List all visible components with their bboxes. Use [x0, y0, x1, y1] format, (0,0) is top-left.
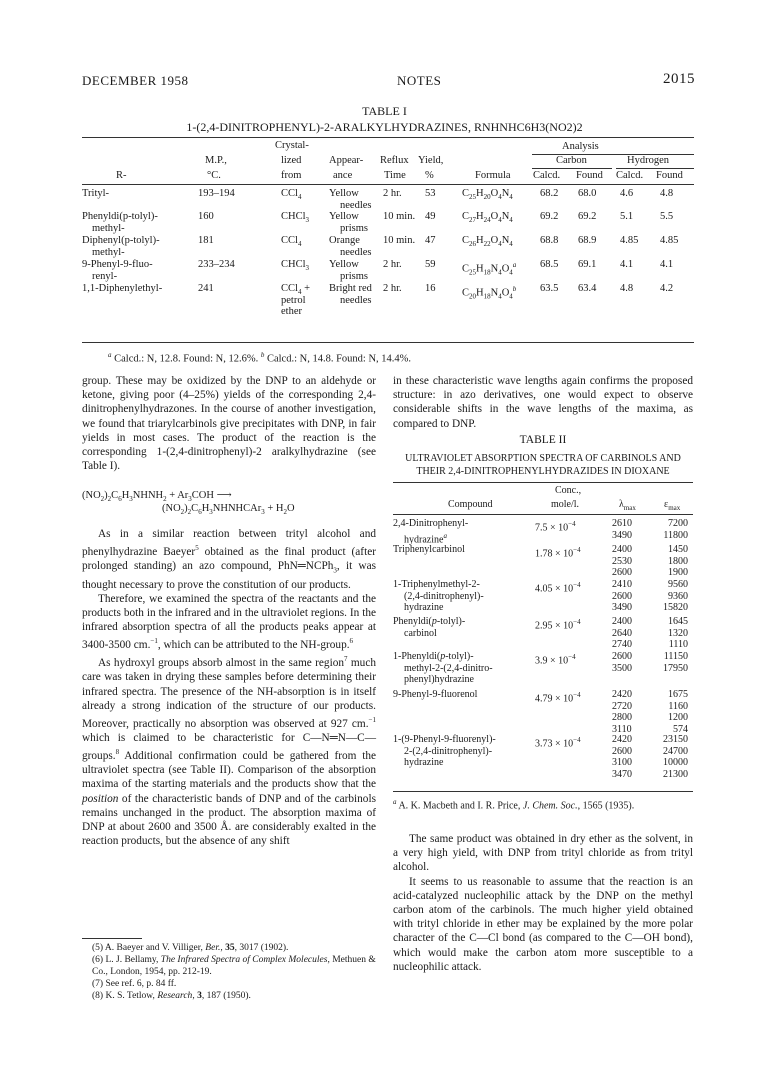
table2-cell-emax: 1645: [668, 616, 688, 627]
table2-cell-compound: carbinol: [404, 627, 437, 639]
table1-cell-mp: 160: [198, 211, 214, 222]
t1-head-mp1: M.P.,: [205, 155, 227, 166]
t1-head-y2: %: [425, 170, 434, 181]
footnote-7: (7) See ref. 6, p. 84 ff.: [92, 979, 177, 989]
table1-cell-formula: $C_{26}H_{22}O_4N_4$: [462, 235, 513, 249]
table1-cell-compound: renyl-: [92, 270, 118, 282]
table2-cell-lmax: 2600: [612, 590, 632, 602]
right-column-body: [393, 832, 693, 974]
table1-cell-mp: 193–194: [198, 188, 235, 199]
equation-line-2: $(NO_2)_2C_6H_3NHNHCAr_3 + H_2O$: [162, 503, 295, 517]
table2-cell-lmax: 2800: [612, 712, 632, 724]
table1-cell-compound: Phenyldi(p-tolyl)-: [82, 211, 158, 222]
table1-cell-compound: Diphenyl(p-tolyl)-: [82, 235, 160, 246]
table2-cell-compound: 1-Triphenylmethyl-2-: [393, 579, 480, 590]
t1-bottom-rule: [82, 342, 694, 343]
t1-head-rt2: Time: [384, 170, 406, 181]
table2-cell-lmax: 2420: [612, 734, 632, 745]
table2-cell-compound: methyl-2-(2,4-dinitro-: [404, 662, 493, 674]
table2-cell-emax: 9360: [668, 590, 688, 602]
table2-footnote: $^a$ A. K. Macbeth and I. R. Price, J. Chem. Soc., 1565 (1935).: [393, 798, 635, 812]
table2-cell-lmax: 3490: [612, 602, 632, 614]
table2-cell-emax: 1160: [668, 700, 688, 712]
equation-line-1: $(NO_2)_2C_6H_3NHNH_2 + Ar_3COH$ ⟶: [82, 490, 232, 504]
right-para-3: It seems to us reasonable to assume that the reaction is an acid-catalyzed nucleophilic attack by the DNP on the methyl carbon atom of the carbinols. The much higher yield obtained with trityl chloride in ether may be explained by the more polar character of the C—Cl bond (as compared to the C—OH bond), which would make the carbon atom more susceptible to a nucleophilic attack.: [393, 875, 693, 973]
table1-cell-yield: 59: [425, 259, 436, 270]
t1-head-rt1: Reflux: [380, 155, 409, 166]
t1-head-ap1: Appear-: [329, 155, 364, 166]
table2-cell-compound: 9-Phenyl-9-fluorenol: [393, 689, 478, 700]
table2-cell-compound: (2,4-dinitrophenyl)-: [404, 590, 484, 602]
table1-cell-h-found: 4.8: [660, 188, 674, 199]
table1-cell-time: 2 hr.: [383, 283, 402, 294]
table1-cell-formula: $C_{25}H_{18}N_4O_4^a$: [462, 261, 517, 277]
table2-cell-compound: 1-(9-Phenyl-9-fluorenyl)-: [393, 734, 496, 745]
table2-title-2: THEIR 2,4-DINITROPHENYLHYDRAZIDES IN DIOXANE: [416, 466, 670, 477]
table2-cell-emax: 1110: [668, 639, 688, 651]
footnote-8: (8) K. S. Tetlow, Research, 3, 187 (1950).: [92, 991, 251, 1001]
table1-cell-appearance: prisms: [340, 222, 369, 234]
table1-cell-c-calcd: 68.2: [540, 188, 559, 199]
table2-cell-emax: 1800: [668, 555, 688, 567]
table1-label: TABLE I: [362, 104, 407, 118]
t2-head-lmax: $\lambda_{max}$: [619, 499, 636, 512]
table2-cell-emax: 574: [673, 723, 688, 735]
t1-head-mp2: °C.: [207, 170, 221, 181]
table2-cell-emax: 21300: [663, 768, 688, 780]
table1-cell-c-found: 69.2: [578, 211, 597, 222]
table1-cell-c-found: 68.0: [578, 188, 597, 199]
table1-cell-yield: 47: [425, 235, 436, 246]
table1-cell-mp: 181: [198, 235, 214, 246]
t1-head-cr1: Crystal-: [275, 140, 309, 151]
table1-cell-h-found: 4.1: [660, 259, 674, 270]
table1-cell-solvent: CCl$_4$: [281, 235, 302, 249]
table2-label: TABLE II: [519, 434, 567, 446]
table2-cell-compound: hydrazine$^a$: [404, 531, 447, 545]
t2-top-rule: [393, 482, 693, 483]
table2-cell-compound: 1-Phenyldi(p-tolyl)-: [393, 651, 474, 662]
table1-cell-formula: $C_{20}H_{18}N_4O_4^b$: [462, 285, 517, 301]
table1-cell-solvent: CCl$_4$ +: [281, 283, 310, 297]
table2-cell-conc: $4.79 \times 10^{-4}$: [535, 691, 581, 705]
table2-cell-emax: 7200: [668, 518, 688, 529]
table1-cell-solvent: CCl$_4$: [281, 188, 302, 202]
left-para-1: group. These may be oxidized by the DNP to an aldehyde or ketone, giving poor (4–25%) yields of the corresponding 2,4-dinitrophenylhydrazones. In the course of another investigation, we found that triarylcarbinols give precipitates with DNP, in fair yields in most cases. The product of the reaction is the corresponding 1-(2,4-dinitrophenyl)-2 aralkylhydrazine (see Table I).: [82, 375, 376, 473]
table2-cell-lmax: 2600: [612, 745, 632, 757]
table1-cell-formula: $C_{27}H_{24}O_4N_4$: [462, 211, 513, 225]
t1-head-rule: [82, 184, 694, 185]
table1-cell-compound: methyl-: [92, 246, 125, 258]
table2-cell-emax: 11150: [663, 651, 688, 662]
table1-cell-time: 10 min.: [383, 211, 416, 222]
t2-head-conc1: Conc.,: [555, 485, 582, 496]
table1-cell-solvent: ether: [281, 306, 302, 317]
table1-cell-h-found: 4.2: [660, 283, 674, 294]
table2-cell-lmax: 3500: [612, 662, 632, 674]
table2-cell-lmax: 2530: [612, 555, 632, 567]
table2-cell-lmax: 2400: [612, 616, 632, 627]
table2-cell-lmax: 2400: [612, 544, 632, 555]
t2-head-conc2: mole/l.: [551, 499, 580, 510]
footnote-6: (6) L. J. Bellamy, The Infrared Spectra of Complex Molecules, Methuen & Co., London, 1954, pp. 212-19.: [92, 955, 376, 977]
table2-cell-emax: 17950: [663, 662, 688, 674]
table1-cell-time: 2 hr.: [383, 188, 402, 199]
table1-cell-appearance: Yellow: [329, 188, 359, 199]
t1-head-y1: Yield,: [418, 155, 444, 166]
table1-cell-compound: Trityl-: [82, 188, 110, 199]
table1-cell-h-found: 4.85: [660, 235, 679, 246]
table1-cell-appearance: Yellow: [329, 259, 359, 270]
table1-cell-mp: 233–234: [198, 259, 235, 270]
table2-cell-compound: phenyl)hydrazine: [404, 674, 474, 686]
t1-carbon-rule: [532, 168, 612, 169]
table2-cell-emax: 1200: [668, 712, 688, 724]
table1-cell-h-calcd: 4.6: [620, 188, 634, 199]
table2-cell-conc: $2.95 \times 10^{-4}$: [535, 618, 581, 632]
table2-cell-compound: 2,4-Dinitrophenyl-: [393, 518, 469, 529]
t1-head-analysis: Analysis: [562, 141, 599, 152]
table2-cell-compound: hydrazine: [404, 602, 444, 614]
table1-footnote: $^a$ Calcd.: N, 12.8. Found: N, 12.6%. $^b$ Calcd.: N, 14.8. Found: N, 14.4%.: [108, 351, 412, 365]
table2-cell-lmax: 3100: [612, 757, 632, 769]
table2-cell-compound: 2-(2,4-dinitrophenyl)-: [404, 745, 493, 757]
table1-cell-h-calcd: 5.1: [620, 211, 634, 222]
t1-head-found-h: Found: [656, 170, 683, 181]
table2-cell-lmax: 2410: [612, 579, 632, 590]
table2-cell-emax: 1320: [668, 627, 688, 639]
table1-cell-compound: methyl-: [92, 222, 125, 234]
t1-head-calcd-h: Calcd.: [616, 170, 644, 181]
table2-cell-conc: $3.9 \times 10^{-4}$: [535, 653, 576, 667]
t1-hydrogen-rule: [616, 168, 694, 169]
t1-head-ap2: ance: [333, 170, 353, 181]
table1-cell-appearance: Orange: [329, 235, 360, 246]
t1-head-cr3: from: [281, 170, 302, 181]
table2-cell-conc: $4.05 \times 10^{-4}$: [535, 581, 581, 595]
t1-head-r: R-: [116, 170, 127, 181]
table2-cell-emax: 24700: [663, 745, 688, 757]
table2-cell-emax: 23150: [663, 734, 688, 745]
table2-cell-lmax: 2610: [612, 518, 632, 529]
table2-cell-compound: hydrazine: [404, 757, 444, 769]
table1-cell-time: 10 min.: [383, 235, 416, 246]
running-head-section: NOTES: [397, 73, 442, 88]
t2-head-emax: $\varepsilon_{max}$: [664, 499, 681, 512]
table2-cell-conc: $1.78 \times 10^{-4}$: [535, 546, 581, 560]
table1-cell-h-calcd: 4.8: [620, 283, 634, 294]
table1-cell-c-calcd: 68.5: [540, 259, 559, 270]
left-para-4: As hydroxyl groups absorb almost in the same region$^7$ much care was taken in drying these samples before determining their infrared spectra. The presence of the NH-absorption is in itself already a strong indication of the structure of our products. Moreover, practically no absorption was observed at 927 cm.$^{-1}$ which is claimed to be characteristic for C—N═N—C— groups.$^8$ Additional confirmation could be gathered from the ultraviolet spectra (see Table II). Comparison of the absorption maxima of the starting materials and the products show that the position of the characteristic bands of DNP and of the carbinols remains unchanged in the product. The absorption maxima of DNP at about 2600 and 3500 Å. are considerably exalted in the reaction products, but the absence of any shift: [82, 655, 376, 848]
left-column: [82, 374, 376, 473]
table1-cell-appearance: Yellow: [329, 211, 359, 222]
table2-cell-lmax: 2420: [612, 689, 632, 700]
left-para-2: As in a similar reaction between trityl alcohol and phenylhydrazine Baeyer$^5$ obtained as the final product (after prolonged standing) an azo compound, PhN═NCPh$_3$, it was thought necessary to prove the constitution of our products.: [82, 528, 376, 591]
table2-cell-lmax: 2600: [612, 651, 632, 662]
t1-head-cr2: lized: [281, 155, 302, 166]
table2-cell-lmax: 2640: [612, 627, 632, 639]
table1-cell-formula: $C_{25}H_{20}O_4N_4$: [462, 188, 513, 202]
table2-cell-emax: 11800: [663, 529, 688, 541]
t1-head-formula: Formula: [475, 170, 511, 181]
table1-cell-solvent: petrol: [281, 294, 306, 306]
table1-cell-yield: 16: [425, 283, 436, 294]
table2-cell-conc: $3.73 \times 10^{-4}$: [535, 736, 581, 750]
table1-cell-solvent: CHCl$_3$: [281, 259, 310, 273]
t2-bottom-rule: [393, 791, 693, 792]
table2-cell-emax: 1450: [668, 544, 688, 555]
table1-cell-appearance: needles: [340, 294, 372, 306]
table1-cell-compound: 9-Phenyl-9-fluo-: [82, 259, 153, 270]
table2-cell-lmax: 2740: [612, 639, 632, 651]
right-para-2: The same product was obtained in dry ether as the solvent, in a very high yield, with DNP from trityl chloride as from trityl alcohol.: [393, 833, 693, 874]
table2-cell-emax: 9560: [668, 579, 688, 590]
table1-cell-solvent: CHCl$_3$: [281, 211, 310, 225]
table2-cell-compound: Triphenylcarbinol: [393, 544, 465, 555]
table1-cell-appearance: needles: [340, 246, 372, 258]
table2-cell-emax: 1675: [668, 689, 688, 700]
t1-head-hydrogen: Hydrogen: [627, 155, 669, 166]
table1-cell-h-calcd: 4.85: [620, 235, 639, 246]
table1-cell-yield: 53: [425, 188, 436, 199]
left-para-3: Therefore, we examined the spectra of the reactants and the products both in the infrared and in the ultraviolet regions. In the infrared absorption spectra of all the products peaks appear at 3400-3500 cm.$^{-1}$, which can be attributed to the NH-group.$^6$: [82, 592, 376, 652]
table1-cell-c-calcd: 69.2: [540, 211, 559, 222]
table1-cell-appearance: Bright red: [329, 283, 372, 294]
right-para-1: in these characteristic wave lengths again confirms the proposed structure: in azo derivatives, one would expect to observe considerable shifts in the wave lengths of the maxima, as compared to DNP.: [393, 375, 693, 430]
running-head-date: DECEMBER 1958: [82, 73, 189, 88]
t2-head-compound: Compound: [448, 499, 493, 510]
table1-cell-mp: 241: [198, 283, 214, 294]
table2-cell-lmax: 3490: [612, 529, 632, 541]
table2-cell-lmax: 2600: [612, 567, 632, 579]
table1-cell-c-calcd: 63.5: [540, 283, 559, 294]
t1-head-carbon: Carbon: [556, 155, 587, 166]
table1-cell-compound: 1,1-Diphenylethyl-: [82, 283, 163, 294]
table1-cell-c-calcd: 68.8: [540, 235, 559, 246]
table1-cell-c-found: 68.9: [578, 235, 597, 246]
table1-title: 1-(2,4-DINITROPHENYL)-2-ARALKYLHYDRAZINES, RNHNHC6H3(NO2)2: [186, 120, 583, 134]
page-number: 2015: [663, 71, 695, 87]
table2-title-1: ULTRAVIOLET ABSORPTION SPECTRA OF CARBINOLS AND: [405, 453, 681, 464]
table1-cell-appearance: needles: [340, 199, 372, 211]
table2-cell-lmax: 3110: [612, 723, 632, 735]
t1-head-found-c: Found: [576, 170, 603, 181]
t2-head-rule: [393, 514, 693, 515]
table1-cell-c-found: 69.1: [578, 259, 597, 270]
table2-cell-emax: 10000: [663, 757, 688, 769]
table1-cell-yield: 49: [425, 211, 436, 222]
table1-cell-time: 2 hr.: [383, 259, 402, 270]
table1-cell-h-found: 5.5: [660, 211, 674, 222]
table2-cell-conc: $7.5 \times 10^{-4}$: [535, 520, 576, 534]
footnote-rule: [82, 938, 142, 939]
table2-cell-lmax: 3470: [612, 768, 632, 780]
t1-head-calcd-c: Calcd.: [533, 170, 561, 181]
table1-cell-c-found: 63.4: [578, 283, 597, 294]
table1-cell-appearance: prisms: [340, 270, 369, 282]
footnote-5: (5) A. Baeyer and V. Villiger, Ber., 35, 3017 (1902).: [92, 943, 289, 953]
table1-cell-h-calcd: 4.1: [620, 259, 634, 270]
table2-cell-lmax: 2720: [612, 700, 632, 712]
table2-cell-emax: 15820: [663, 602, 688, 614]
table2-cell-emax: 1900: [668, 567, 688, 579]
left-column-body: [82, 527, 376, 848]
table1-top-rule: [82, 137, 694, 138]
table2-cell-compound: Phenyldi(p-tolyl)-: [393, 616, 466, 627]
